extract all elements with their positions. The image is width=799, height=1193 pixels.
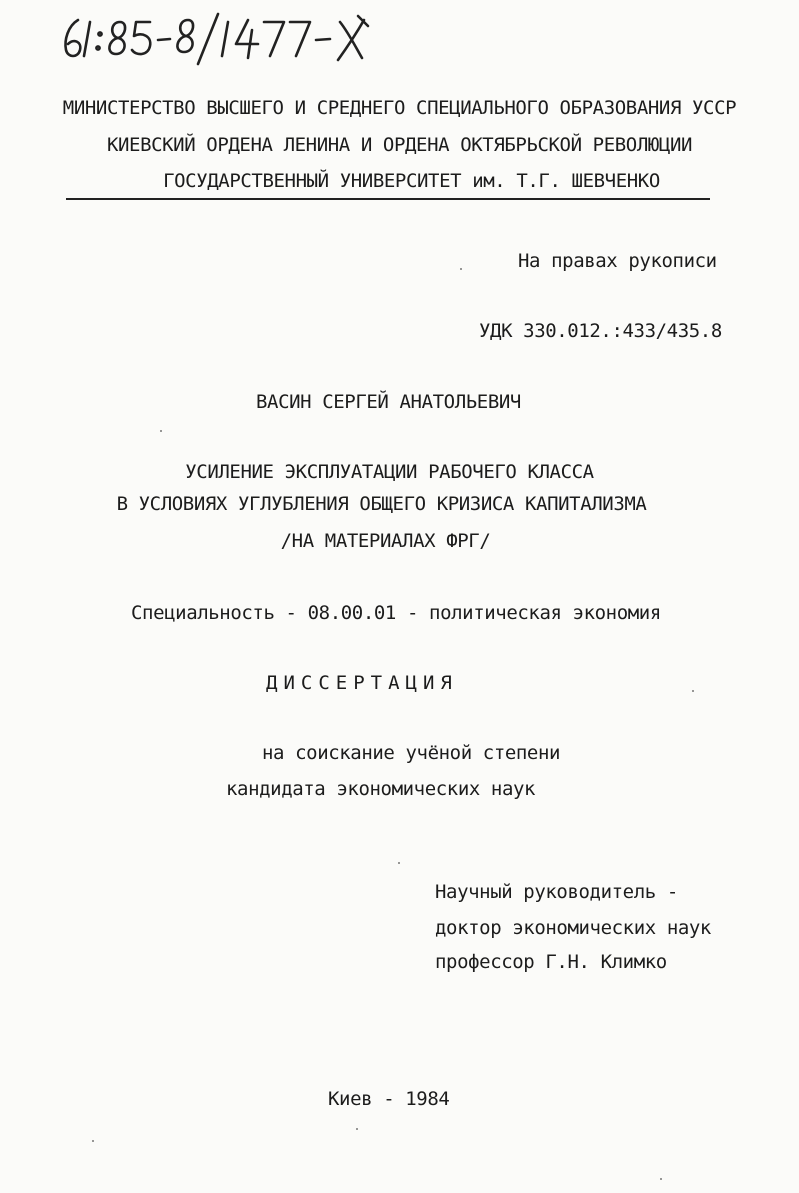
title-line-2: В УСЛОВИЯХ УГЛУБЛЕНИЯ ОБЩЕГО КРИЗИСА КАПИТАЛИЗМА (116, 493, 647, 515)
scan-speck (160, 430, 162, 432)
manuscript-rights: На правах рукописи (518, 250, 717, 272)
university-line-1: КИЕВСКИЙ ОРДЕНА ЛЕНИНА И ОРДЕНА ОКТЯБРЬСКОЙ РЕВОЛЮЦИИ (106, 134, 693, 156)
ministry-line: МИНИСТЕРСТВО ВЫСШЕГО И СРЕДНЕГО СПЕЦИАЛЬНОГО ОБРАЗОВАНИЯ УССР (62, 97, 737, 119)
udc-code: УДК 330.012.:433/435.8 (479, 320, 722, 342)
scan-speck (92, 1140, 94, 1142)
scan-speck (660, 1178, 662, 1180)
handwritten-archive-code (58, 8, 388, 68)
document-type: ДИССЕРТАЦИЯ (266, 672, 458, 694)
author-name: ВАСИН СЕРГЕЙ АНАТОЛЬЕВИЧ (256, 391, 521, 413)
scan-speck (692, 690, 694, 692)
title-line-1: УСИЛЕНИЕ ЭКСПЛУАТАЦИИ РАБОЧЕГО КЛАССА (185, 461, 594, 483)
title-line-3: /НА МАТЕРИАЛАХ ФРГ/ (280, 530, 491, 552)
place-and-year: Киев - 1984 (328, 1088, 450, 1110)
supervisor-line-1: Научный руководитель - (435, 881, 678, 903)
scan-speck (398, 862, 400, 864)
specialty: Специальность - 08.00.01 - политическая экономия (131, 602, 661, 624)
scan-speck (356, 1128, 358, 1130)
scan-speck (460, 268, 462, 270)
supervisor-line-3: профессор Г.Н. Климко (435, 951, 667, 973)
degree-line-1: на соискание учёной степени (262, 742, 561, 764)
header-divider (66, 198, 710, 200)
supervisor-line-2: доктор экономических наук (435, 917, 711, 939)
degree-line-2: кандидата экономических наук (226, 778, 536, 800)
university-line-2: ГОСУДАРСТВЕННЫЙ УНИВЕРСИТЕТ им. Т.Г. ШЕВЧЕНКО (163, 170, 660, 192)
